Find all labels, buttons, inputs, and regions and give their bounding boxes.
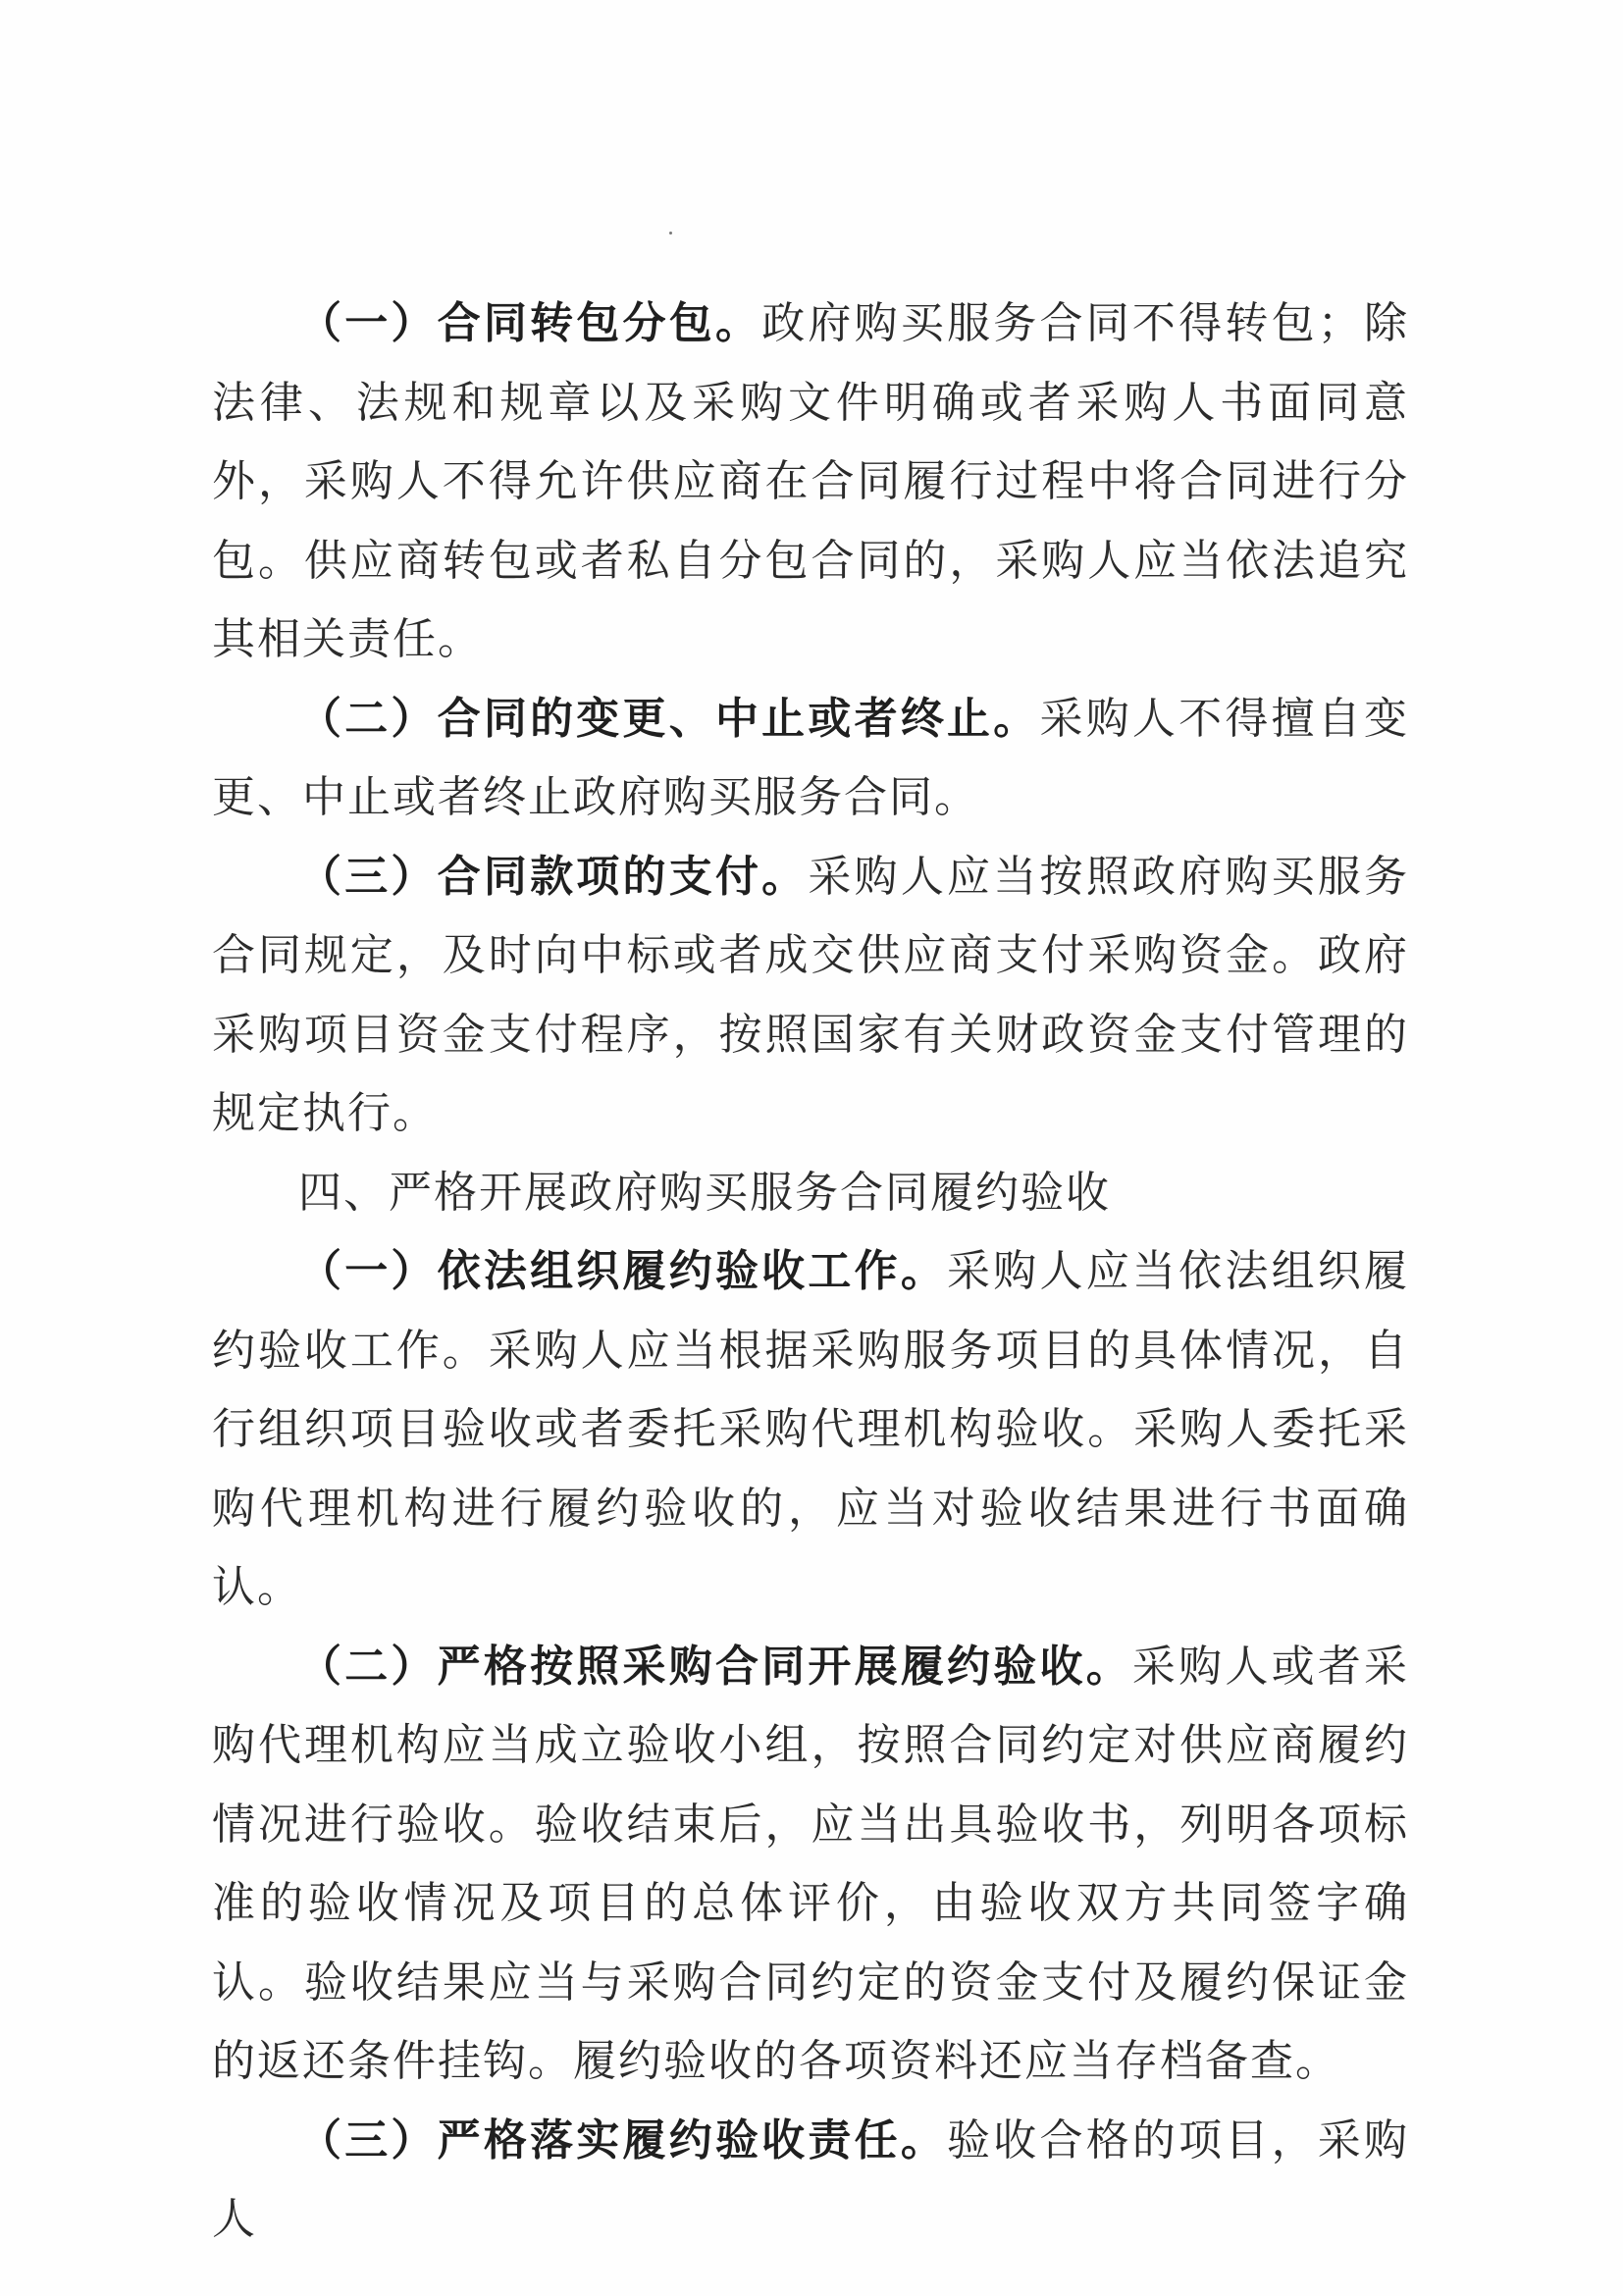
- section-heading-text: 四、严格开展政府购买服务合同履约验收: [298, 1167, 1111, 1218]
- paragraph-lead: （一）合同转包分包。: [298, 298, 762, 348]
- document-body: [212, 285, 1409, 2260]
- paragraph-text: 政府购买服务合同不得转包；除法律、法规和规章以及采购文件明确或者采购人书面同意外，采购人不得允许供应商在合同履行过程中将合同进行分包。供应商转包或者私自分包合同的，采购人应当依法追究其相关责任。: [212, 298, 1410, 664]
- paragraph-text: 采购人应当按照政府购买服务合同规定，及时向中标或者成交供应商支付采购资金。政府采购项目资金支付程序，按照国家有关财政资金支付管理的规定执行。: [212, 851, 1409, 1138]
- paragraph-lead: （三）严格落实履约验收责任。: [298, 2114, 948, 2166]
- paragraph-text: 验收合格的项目，采购人: [212, 2114, 1410, 2244]
- paragraph-text: 采购人或者采购代理机构应当成立验收小组，按照合同约定对供应商履约情况进行验收。验收结束后，应当出具验收书，列明各项标准的验收情况及项目的总体评价，由验收双方共同签字确认。验收结果应当与采购合同约定的资金支付及履约保证金的返还条件挂钩。履约验收的各项资料还应当存档备查。: [212, 1641, 1410, 2086]
- paragraph-lead: （三）合同款项的支付。: [298, 851, 809, 902]
- paragraph-lead: （一）依法组织履约验收工作。: [298, 1246, 948, 1296]
- paragraph-lead: （二）合同的变更、中止或者终止。: [298, 693, 1040, 744]
- paragraph-text: 采购人应当依法组织履约验收工作。采购人应当根据采购服务项目的具体情况，自行组织项目验收或者委托采购代理机构验收。采购人委托采购代理机构进行履约验收的，应当对验收结果进行书面确认。: [212, 1246, 1410, 1612]
- paragraph-payment: [212, 838, 1409, 1154]
- paragraph-acceptance-responsibility: [212, 2102, 1409, 2260]
- section-heading: [212, 1154, 1409, 1233]
- scan-speck: [669, 232, 672, 235]
- paragraph-text: 采购人不得擅自变更、中止或者终止政府购买服务合同。: [212, 693, 1410, 822]
- paragraph-organize-acceptance: [212, 1232, 1409, 1628]
- paragraph-lead: （二）严格按照采购合同开展履约验收。: [298, 1641, 1132, 1692]
- paragraph-subcontracting: [212, 285, 1409, 680]
- paragraph-contract-change: [212, 680, 1409, 838]
- paragraph-acceptance-by-contract: [212, 1628, 1409, 2102]
